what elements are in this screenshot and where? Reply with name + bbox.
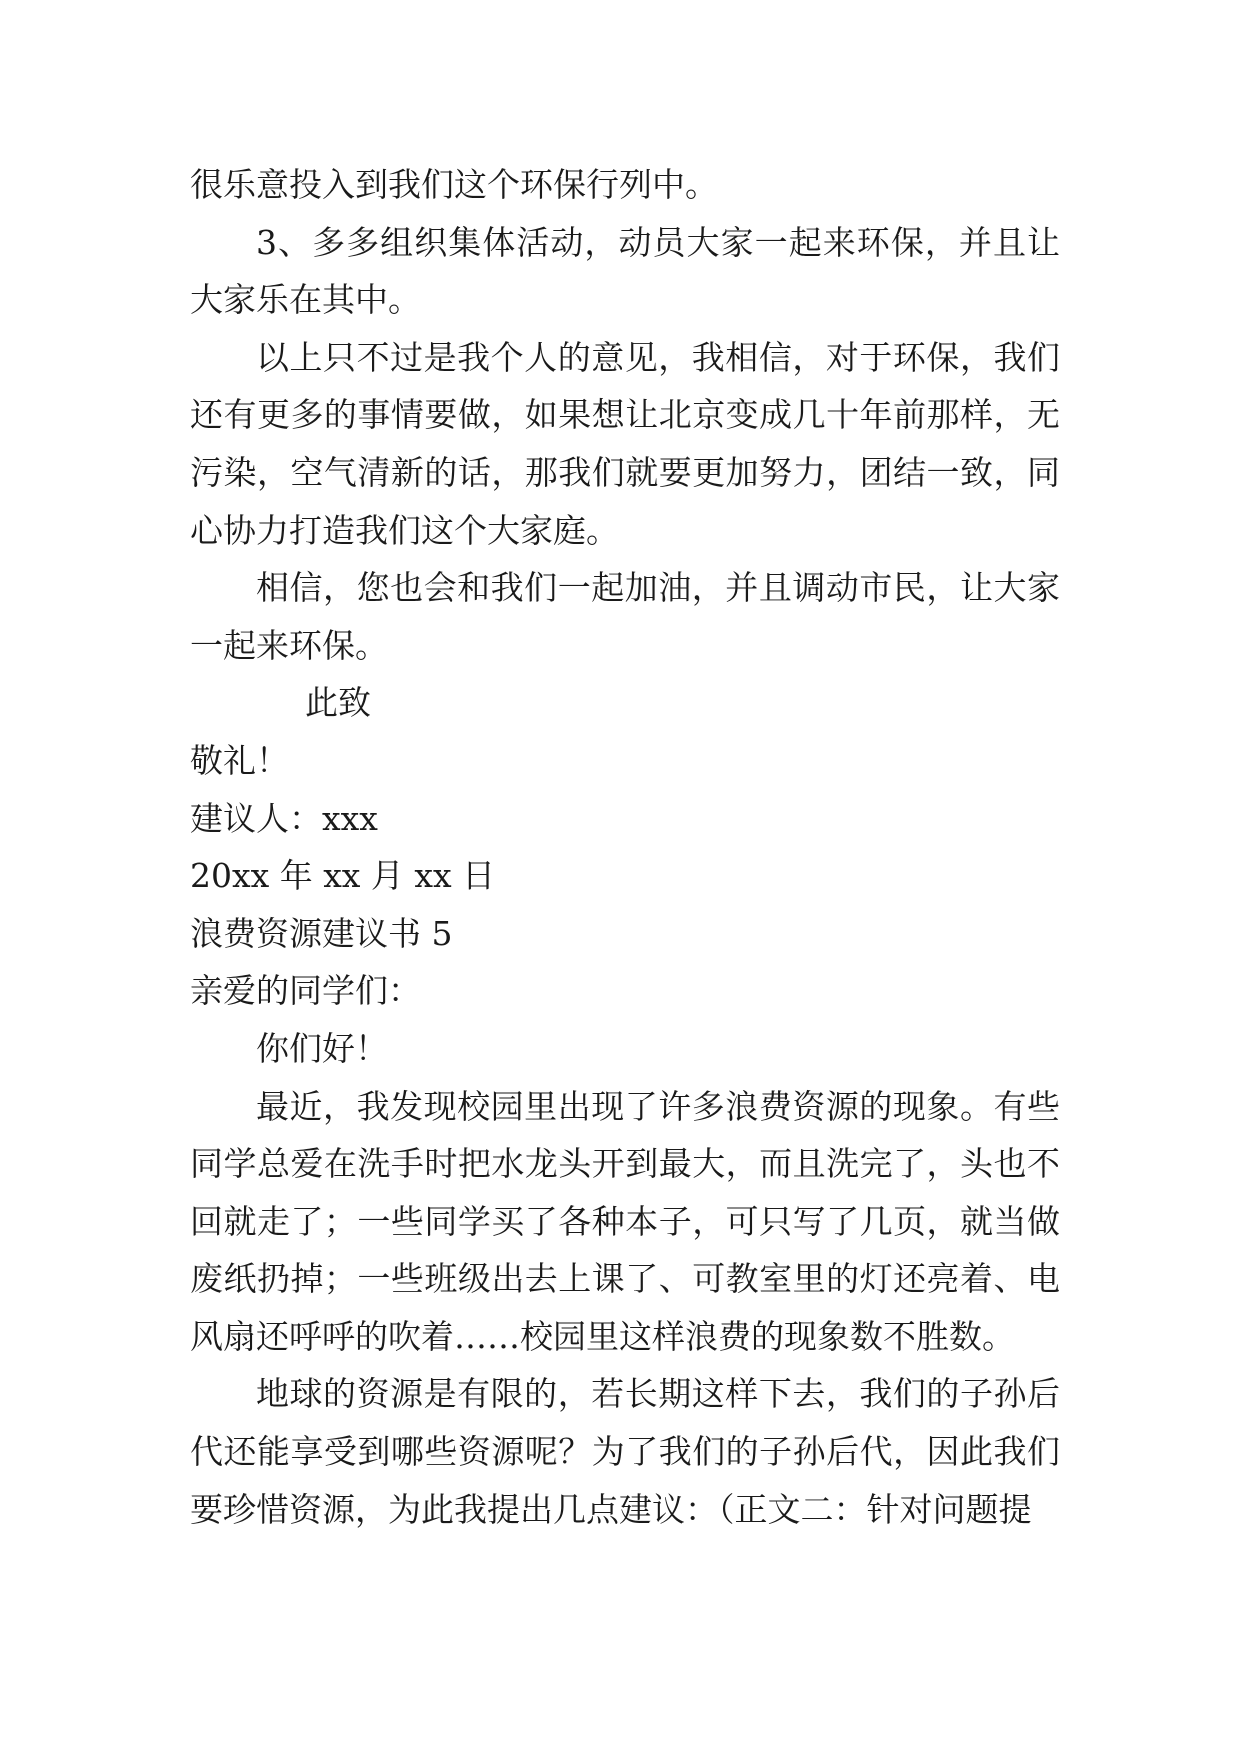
paragraph-belief: 相信，您也会和我们一起加油，并且调动市民，让大家一起来环保。 [190,568,1060,665]
paragraph-suggestion-3: 3、多多组织集体活动，动员大家一起来环保，并且让大家乐在其中。 [190,222,1060,320]
regards: 敬礼！ [190,740,289,780]
greeting: 亲爱的同学们： [190,971,421,1011]
paragraph-opinion: 以上只不过是我个人的意见，我相信，对于环保，我们还有更多的事情要做，如果想让北京变成几十年前那样，无污染，空气清新的话，那我们就要更加努力，团结一致，同心协力打造我们这个大家庭。 [190,337,1060,550]
hello: 你们好！ [256,1028,388,1068]
paragraph-limited-resources: 地球的资源是有限的，若长期这样下去，我们的子孙后代还能享受到哪些资源呢？为了我们的子孙后代，因此我们要珍惜资源，为此我提出几点建议：（正文二：针对问题提 [190,1374,1060,1529]
document-body [190,156,1060,1538]
section-title: 浪费资源建议书 5 [190,913,453,953]
date: 20xx 年 xx 月 xx 日 [190,856,496,896]
salutation: 此致 [305,683,371,723]
paragraph-waste-phenomena: 最近，我发现校园里出现了许多浪费资源的现象。有些同学总爱在洗手时把水龙头开到最大，而且洗完了，头也不回就走了；一些同学买了各种本子，可只写了几页，就当做废纸扔掉；一些班级出去上课了、可教室里的灯还亮着、电风扇还呼呼的吹着……校园里这样浪费的现象数不胜数。 [190,1086,1060,1356]
paragraph-continuation: 很乐意投入到我们这个环保行列中。 [190,165,718,204]
signer: 建议人：xxx [190,798,378,838]
